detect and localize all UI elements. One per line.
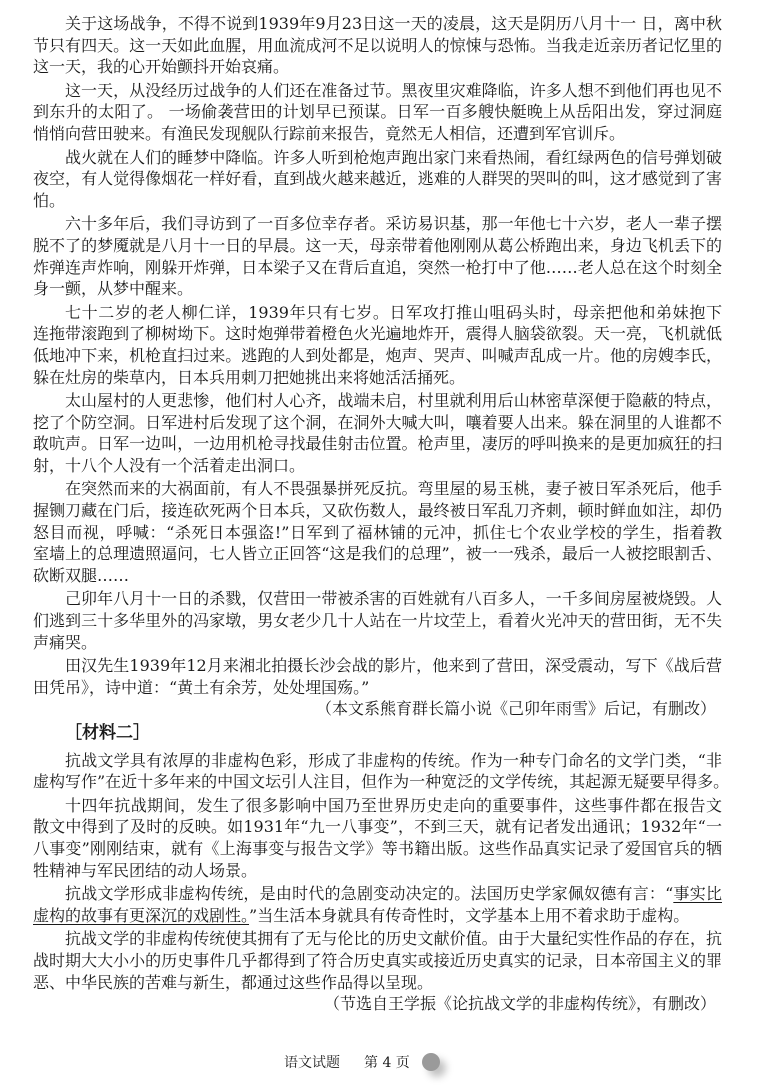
material-2-heading: ［材料二］ xyxy=(65,723,150,743)
text-line: 握铡刀藏在门后，接连砍死两个日本兵，又砍伤数人，最终被日军乱刀齐刺，顿时鲜血如注，却仍 xyxy=(33,501,722,521)
text-line: 敢吭声。日军一边叫，一边用机枪寻找最佳射击位置。枪声里，凄厉的呼叫换来的是更加疯狂的扫 xyxy=(33,434,722,454)
page-footer xyxy=(284,1052,440,1072)
text-line: 们逃到三十多华里外的冯家墩，男女老少几十人站在一片坟茔上，看着火光冲天的营田街，无不失 xyxy=(33,611,722,631)
text-line: 这一天，我的心开始颤抖开始哀痛。 xyxy=(33,57,290,77)
text-line: 节只有四天。这一天如此血腥，用血流成河不足以说明人的惊悚与恐怖。当我走近亲历者记忆里的 xyxy=(33,35,722,55)
text-line: 砍断双腿…… xyxy=(33,565,130,585)
exam-page-text xyxy=(33,13,730,1015)
text-line xyxy=(33,883,722,905)
text-line: 在突然而来的大祸面前，有人不畏强暴拼死反抗。弯里屋的易玉桃，妻子被日军杀死后，他手 xyxy=(65,479,722,499)
text-line: 到东升的太阳了。 一场偷袭营田的计划早已预谋。日军一百多艘快艇晚上从岳阳出发，穿过洞庭 xyxy=(33,102,722,122)
text-line: 战火就在人们的睡梦中降临。许多人听到枪炮声跑出家门来看热闹，看红绿两色的信号弹划破 xyxy=(65,147,722,167)
text-line: 室墙上的总理遗照逼问，七人皆立正回答“这是我们的总理”，被一一残杀，最后一人被挖眼割舌、 xyxy=(33,544,722,564)
text-line: 这一天，从没经历过战争的人们还在准备过节。黑夜里灾难降临，许多人想不到他们再也见不 xyxy=(65,80,722,100)
paragraph xyxy=(33,390,722,476)
text-line: 散文中得到了及时的反映。如1931年“九一八事变”，不到三天，就有记者发出通讯；1932年“一 xyxy=(33,817,722,837)
text-line: 太山屋村的人更悲惨，他们村人心齐，战端未启，村里就利用后山林密草深便于隐蔽的特点， xyxy=(65,391,722,411)
text-line: 十四年抗战期间，发生了很多影响中国乃至世界历史走向的重要事件，这些事件都在报告文 xyxy=(65,795,722,815)
text-line: 低地冲下来，机枪直扫过来。逃跑的人到处都是，炮声、哭声、叫喊声乱成一片。他的房嫂李氏， xyxy=(33,345,722,365)
paragraph xyxy=(33,883,722,926)
text-line: 射，十八个人没有一个活着走出洞口。 xyxy=(33,455,306,475)
text-line xyxy=(33,905,722,927)
paragraph xyxy=(33,147,722,212)
material-2 xyxy=(33,750,730,994)
text-line: 己卯年八月十一日的杀戮，仅营田一带被杀害的百姓就有八百多人，一千多间房屋被烧毁。人 xyxy=(65,589,722,609)
cursor-dot-icon xyxy=(422,1053,440,1071)
paragraph xyxy=(33,302,722,388)
footer-subject: 语文试题 xyxy=(284,1055,340,1071)
paragraph xyxy=(33,795,722,881)
text-line: 抗战文学具有浓厚的非虚构色彩，形成了非虚构的传统。作为一种专门命名的文学门类，“非 xyxy=(65,750,722,770)
text-line: 怒目而视，呼喊：“杀死日本强盗!”日军到了福林铺的元冲，抓住七个农业学校的学生，指着教 xyxy=(33,522,722,542)
paragraph xyxy=(33,750,730,793)
paragraph xyxy=(33,655,722,698)
text-line: 八事变”刚刚结束，就有《上海事变与报告文学》等书籍出版。这些作品真实记录了爱国官兵的牺 xyxy=(33,838,722,858)
text-line: 声痛哭。 xyxy=(33,632,98,652)
text-line: 怕。 xyxy=(33,190,66,210)
text-line: 虚构写作”在近十多年来的中国文坛引人注目，但作为一种宽泛的文学传统，其起源无疑要早得多。 xyxy=(33,772,730,792)
text-line: 连拖带滚跑到了柳树坳下。这时炮弹带着橙色火光遍地炸开，震得人脑袋欲裂。天一亮，飞机就低 xyxy=(33,324,722,344)
paragraph xyxy=(33,588,722,653)
text-line: 田凭吊》，诗中道：“黄土有余芳，处处埋国殇。” xyxy=(33,677,370,697)
text-line: 躲在灶房的柴草内，日本兵用刺刀把她挑出来将她活活捅死。 xyxy=(33,367,466,387)
text-line: 牲精神与军民团结的动人场景。 xyxy=(33,860,258,880)
text-line: 悄悄向营田驶来。有渔民发现舰队行踪前来报告，竟然无人相信，还遭到军官训斥。 xyxy=(33,123,626,143)
text-line: 恶、中华民族的苦难与新生，都通过这些作品得以呈现。 xyxy=(33,972,434,992)
paragraph xyxy=(33,80,722,145)
text-line: 身一颤，从梦中醒来。 xyxy=(33,279,194,299)
text-line: 炸弹连声炸响，刚躲开炸弹，日本梁子又在背后直追，突然一枪打中了他……老人总在这个时刻全 xyxy=(33,257,722,277)
material-1-source: （本文系熊育群长篇小说《己卯年雨雪》后记，有删改） xyxy=(315,699,716,719)
material-1 xyxy=(33,13,722,698)
paragraph xyxy=(33,928,722,993)
text-segment: 抗战文学形成非虚构传统，是由时代的急剧变动决定的。法国历史学家佩奴德有言：“ xyxy=(65,884,674,904)
text-line: 挖了个防空洞。日军进村后发现了这个洞，在洞外大喊大叫，嚷着要人出来。躲在洞里的人谁都不 xyxy=(33,412,722,432)
footer-page-number: 第 4 页 xyxy=(364,1055,410,1071)
underlined-quote: 虚构的故事有更深沉的戏剧性。 xyxy=(33,905,250,925)
text-line: 七十二岁的老人柳仁详，1939年只有七岁。日军攻打推山咀码头时，母亲把他和弟妹抱下 xyxy=(65,302,722,322)
text-line: 田汉先生1939年12月来湘北拍摄长沙会战的影片，他来到了营田，深受震动，写下《战后营 xyxy=(65,656,722,676)
text-segment: ”当生活本身就具有传奇性时，文学基本上用不着求助于虚构。 xyxy=(249,905,690,925)
paragraph xyxy=(33,213,722,299)
paragraph xyxy=(33,478,722,586)
text-line: 战时期大大小小的历史事件几乎都得到了符合历史真实或接近历史真实的记录，日本帝国主义的罪 xyxy=(33,950,722,970)
underlined-quote: 事实比 xyxy=(673,884,722,904)
paragraph xyxy=(33,13,722,78)
text-line: 脱不了的梦魇就是八月十一日的早晨。这一天，母亲带着他刚刚从葛公桥跑出来，身边飞机丢下的 xyxy=(33,235,722,255)
text-line: 关于这场战争，不得不说到1939年9月23日这一天的凌晨，这天是阴历八月十一 日，离中秋 xyxy=(65,14,722,33)
text-line: 抗战文学的非虚构传统使其拥有了无与伦比的历史文献价值。由于大量纪实性作品的存在，抗 xyxy=(65,929,722,949)
text-line: 夜空，有人觉得像烟花一样好看，直到战火越来越近，逃难的人群哭的哭叫的叫，这才感觉到了害 xyxy=(33,169,722,189)
material-2-source: （节选自王学振《论抗战文学的非虚构传统》，有删改） xyxy=(323,994,716,1014)
text-line: 六十多年后，我们寻访到了一百多位幸存者。采访易识基，那一年他七十六岁，老人一辈子摆 xyxy=(65,214,722,234)
